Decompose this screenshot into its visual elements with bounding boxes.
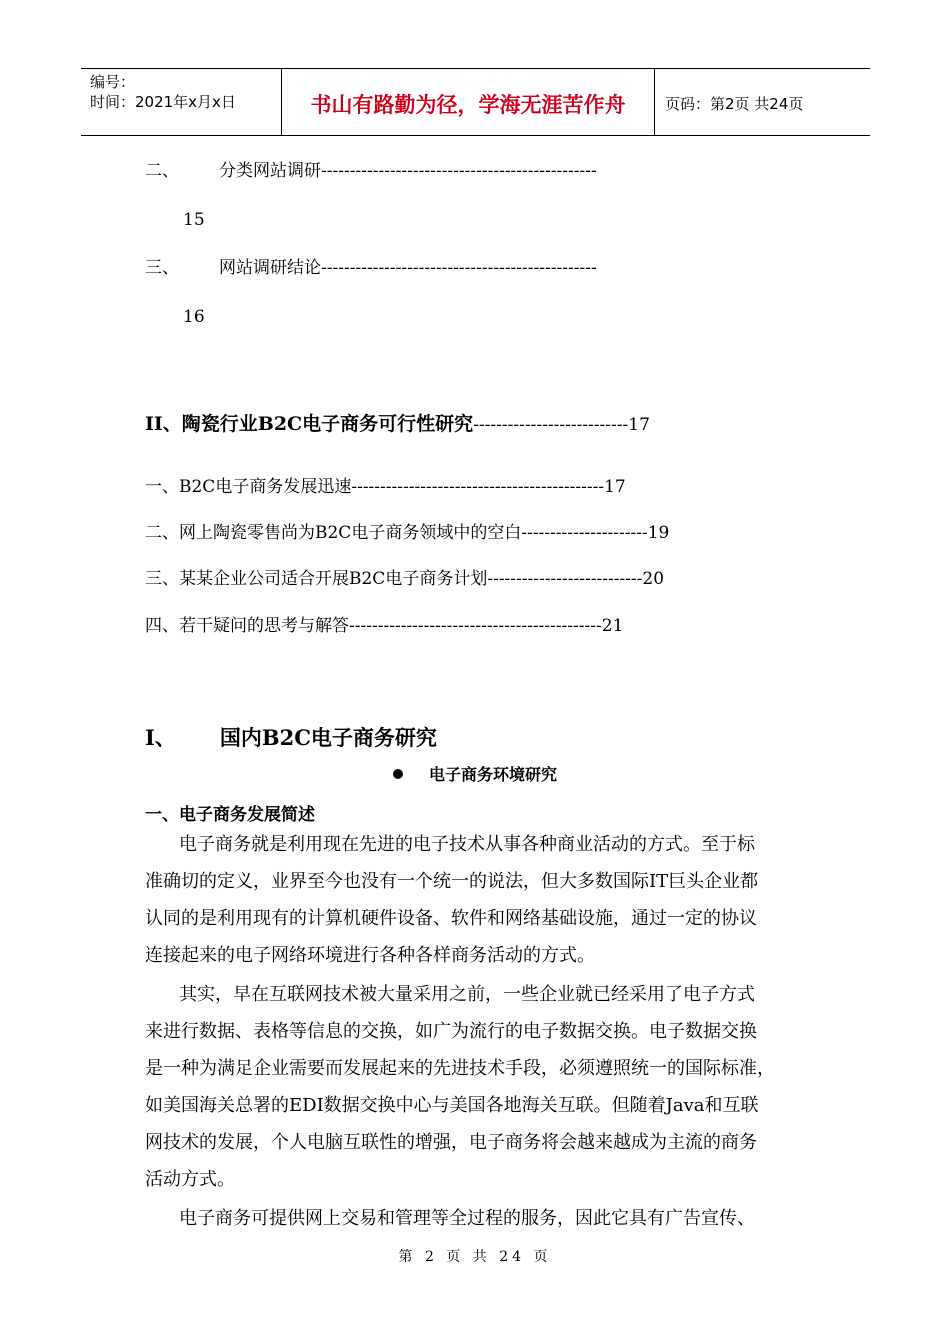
toc-entry[interactable] <box>145 475 626 499</box>
section-heading <box>145 722 437 752</box>
toc-leader: --------------------------- <box>487 569 643 589</box>
toc-page-number: 21 <box>601 616 624 636</box>
toc-entry-title: 网站调研结论 <box>219 258 321 278</box>
body-paragraph <box>145 976 823 1198</box>
toc-leader: ---------------------- <box>521 523 648 543</box>
doc-number-label: 编号： <box>90 73 136 91</box>
toc-part-title: II、陶瓷行业B2C电子商务可行性研究 <box>145 413 474 435</box>
toc-entry-title: 四、若干疑问的思考与解答 <box>145 616 349 636</box>
header-motto <box>282 69 655 135</box>
toc-page-number: 17 <box>604 477 626 497</box>
subheading: 一、电子商务发展简述 <box>145 805 315 825</box>
toc-page-number: 17 <box>628 415 650 435</box>
paragraph-line: 活动方式。 <box>145 1169 235 1190</box>
toc-leader: --------------------------- <box>473 415 629 435</box>
bullet-heading-text: 电子商务环境研究 <box>428 765 557 784</box>
page-footer: 第 2 页 共 24 页 <box>398 1249 552 1265</box>
toc-entry[interactable] <box>145 159 597 183</box>
header-page-info-cell <box>655 69 870 135</box>
toc-leader: ------------------------------------------------ <box>321 258 597 278</box>
toc-entry[interactable] <box>145 256 597 280</box>
body-paragraph <box>145 1200 823 1237</box>
paragraph-line: 来进行数据、表格等信息的交换，如广为流行的电子数据交换。电子数据交换 <box>145 1021 757 1042</box>
paragraph-line: 准确切的定义，业界至今也没有一个统一的说法，但大多数国际IT巨头企业都 <box>145 871 759 892</box>
toc-entry-marker: 二、 <box>145 161 179 181</box>
toc-leader: ------------------------------------------------ <box>321 161 597 181</box>
body-paragraph <box>145 826 823 974</box>
toc-entry-title: 分类网站调研 <box>219 161 321 181</box>
bullet-icon <box>393 769 403 779</box>
doc-time-label: 时间：2021年x月x日 <box>90 93 236 111</box>
section-title: 国内B2C电子商务研究 <box>219 725 437 750</box>
toc-leader: -------------------------------------------- <box>351 477 605 497</box>
toc-page-number: 19 <box>647 523 670 543</box>
paragraph-line: 认同的是利用现有的计算机硬件设备、软件和网络基础设施，通过一定的协议 <box>145 908 757 929</box>
toc-page-number: 15 <box>183 210 205 230</box>
toc-entry-title: 二、网上陶瓷零售尚为B2C电子商务领域中的空白 <box>145 523 522 543</box>
paragraph-line: 电子商务可提供网上交易和管理等全过程的服务，因此它具有广告宣传、 <box>179 1208 755 1229</box>
bullet-heading <box>0 762 950 785</box>
page-header <box>81 68 870 136</box>
paragraph-line: 网技术的发展，个人电脑互联性的增强，电子商务将会越来越成为主流的商务 <box>145 1132 757 1153</box>
page-info-text: 页码：第2页 共24页 <box>665 95 804 113</box>
toc-part-heading[interactable] <box>145 412 650 437</box>
toc-entry[interactable] <box>145 614 623 638</box>
toc-entry-title: 一、B2C电子商务发展迅速 <box>145 477 352 497</box>
paragraph-line: 如美国海关总署的EDI数据交换中心与美国各地海关互联。但随着Java和互联 <box>145 1095 759 1116</box>
toc-entry-title: 三、某某企业公司适合开展B2C电子商务计划 <box>145 569 488 589</box>
paragraph-line: 连接起来的电子网络环境进行各种各样商务活动的方式。 <box>145 945 595 966</box>
header-meta-cell <box>81 69 282 135</box>
section-marker: I、 <box>145 725 176 750</box>
motto-text: 书山有路勤为径，学海无涯苦作舟 <box>310 93 626 117</box>
paragraph-line: 其实，早在互联网技术被大量采用之前，一些企业就已经采用了电子方式 <box>179 984 755 1005</box>
toc-entry-marker: 三、 <box>145 258 179 278</box>
toc-leader: -------------------------------------------- <box>349 616 602 636</box>
toc-entry[interactable] <box>145 521 669 545</box>
toc-page-number: 20 <box>642 569 665 589</box>
toc-entry[interactable] <box>145 567 664 591</box>
toc-page-number: 16 <box>183 307 205 327</box>
paragraph-line: 电子商务就是利用现在先进的电子技术从事各种商业活动的方式。至于标 <box>179 834 755 855</box>
paragraph-line: 是一种为满足企业需要而发展起来的先进技术手段，必须遵照统一的国际标准， <box>145 1058 775 1079</box>
